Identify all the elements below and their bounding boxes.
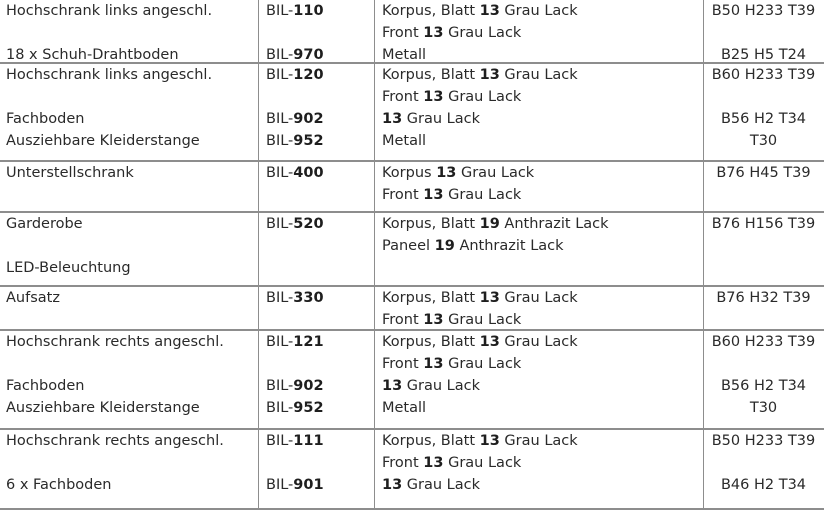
item-code-number: 970	[293, 47, 324, 63]
item-code-prefix: BIL-	[266, 67, 294, 83]
item-code-number: 111	[293, 433, 324, 449]
item-name: Fachboden	[6, 111, 85, 127]
item-material	[382, 474, 480, 496]
material-finish: Anthrazit Lack	[454, 238, 564, 254]
item-code-number: 400	[293, 165, 324, 181]
material-part: Paneel	[382, 238, 435, 254]
material-part: Front	[382, 356, 424, 372]
item-code-number: 110	[293, 3, 324, 19]
material-finish: Grau Lack	[443, 187, 522, 203]
material-finish: Grau Lack	[499, 67, 578, 83]
item-material	[382, 162, 534, 184]
item-material	[382, 430, 578, 452]
material-color-number: 13	[423, 455, 444, 471]
item-code	[266, 474, 324, 496]
material-finish: Grau Lack	[443, 89, 522, 105]
material-finish: Grau Lack	[443, 25, 522, 41]
column-divider	[374, 54, 375, 160]
item-name: Fachboden	[6, 378, 85, 394]
item-name: Hochschrank rechts angeschl.	[6, 433, 224, 449]
table-row	[0, 287, 824, 331]
column-divider	[258, 321, 259, 428]
item-code-number: 901	[293, 477, 324, 493]
material-color-number: 13	[423, 25, 444, 41]
material-color-number: 13	[479, 290, 500, 306]
material-part: Korpus, Blatt	[382, 334, 480, 350]
item-code-prefix: BIL-	[266, 216, 294, 232]
material-finish: Grau Lack	[443, 455, 522, 471]
column-divider	[374, 0, 375, 62]
item-code	[266, 331, 324, 353]
item-dimensions: B60 H233 T39	[711, 334, 816, 350]
item-code	[266, 430, 324, 452]
material-color-number: 19	[434, 238, 455, 254]
item-name: Hochschrank links angeschl.	[6, 3, 213, 19]
material-part: Front	[382, 312, 424, 328]
material-part: Front	[382, 25, 424, 41]
item-code-number: 902	[293, 111, 324, 127]
material-color-number: 13	[479, 433, 500, 449]
material-part: Metall	[382, 133, 427, 149]
material-part: Korpus, Blatt	[382, 216, 480, 232]
item-code	[266, 44, 324, 66]
item-name: Hochschrank links angeschl.	[6, 67, 213, 83]
column-divider	[374, 420, 375, 508]
table-row	[0, 331, 824, 430]
item-code-prefix: BIL-	[266, 165, 294, 181]
material-finish: Anthrazit Lack	[499, 216, 609, 232]
material-color-number: 13	[423, 187, 444, 203]
table-row	[0, 430, 824, 510]
item-code-number: 952	[293, 400, 324, 416]
table-row	[0, 213, 824, 287]
item-code	[266, 108, 324, 130]
item-name: Ausziehbare Kleiderstange	[6, 133, 200, 149]
item-code	[266, 0, 324, 22]
item-name: 6 x Fachboden	[6, 477, 112, 493]
item-name: Garderobe	[6, 216, 83, 232]
item-dimensions: B60 H233 T39	[711, 67, 816, 83]
item-code-prefix: BIL-	[266, 47, 294, 63]
item-dimensions: T30	[749, 133, 778, 149]
item-code-number: 330	[293, 290, 324, 306]
item-dimensions: B50 H233 T39	[711, 433, 816, 449]
item-code-number: 952	[293, 133, 324, 149]
item-code-prefix: BIL-	[266, 378, 294, 394]
item-material	[382, 309, 521, 331]
material-finish: Grau Lack	[499, 3, 578, 19]
column-divider	[258, 420, 259, 508]
table-row	[0, 64, 824, 162]
material-part: Korpus	[382, 165, 437, 181]
item-material	[382, 184, 521, 206]
item-code-prefix: BIL-	[266, 111, 294, 127]
item-code-number: 121	[293, 334, 324, 350]
item-dimensions: B46 H2 T34	[720, 477, 807, 493]
material-color-number: 19	[479, 216, 500, 232]
material-part: Front	[382, 89, 424, 105]
item-dimensions: B56 H2 T34	[720, 111, 807, 127]
column-divider	[258, 54, 259, 160]
item-material	[382, 22, 521, 44]
material-color-number: 13	[479, 334, 500, 350]
item-code-number: 520	[293, 216, 324, 232]
material-color-number: 13	[382, 378, 403, 394]
item-material	[382, 287, 578, 309]
item-material	[382, 0, 578, 22]
item-name: Hochschrank rechts angeschl.	[6, 334, 224, 350]
material-color-number: 13	[423, 89, 444, 105]
material-finish: Grau Lack	[456, 165, 535, 181]
item-code-prefix: BIL-	[266, 133, 294, 149]
material-part: Korpus, Blatt	[382, 433, 480, 449]
item-code-prefix: BIL-	[266, 3, 294, 19]
item-dimensions: T30	[749, 400, 778, 416]
material-part: Front	[382, 187, 424, 203]
material-color-number: 13	[479, 67, 500, 83]
item-code-prefix: BIL-	[266, 400, 294, 416]
material-finish: Grau Lack	[443, 356, 522, 372]
item-code	[266, 397, 324, 419]
item-name: 18 x Schuh-Drahtboden	[6, 47, 179, 63]
item-name: LED-Beleuchtung	[6, 260, 131, 276]
material-color-number: 13	[436, 165, 457, 181]
column-divider	[374, 203, 375, 285]
material-part: Metall	[382, 47, 427, 63]
material-finish: Grau Lack	[499, 334, 578, 350]
item-code	[266, 64, 324, 86]
item-dimensions: B76 H32 T39	[716, 290, 811, 306]
material-color-number: 13	[423, 356, 444, 372]
material-finish: Grau Lack	[499, 290, 578, 306]
item-code	[266, 213, 324, 235]
item-code	[266, 130, 324, 152]
item-dimensions: B50 H233 T39	[711, 3, 816, 19]
material-finish: Grau Lack	[443, 312, 522, 328]
material-part: Korpus, Blatt	[382, 3, 480, 19]
column-divider	[258, 0, 259, 62]
item-material	[382, 331, 578, 353]
item-material	[382, 213, 609, 235]
item-code-number: 120	[293, 67, 324, 83]
item-material	[382, 64, 578, 86]
material-part: Korpus, Blatt	[382, 67, 480, 83]
item-material	[382, 235, 564, 257]
material-color-number: 13	[382, 477, 403, 493]
item-material	[382, 44, 426, 66]
item-dimensions: B25 H5 T24	[720, 47, 807, 63]
material-part: Korpus, Blatt	[382, 290, 480, 306]
item-name: Ausziehbare Kleiderstange	[6, 400, 200, 416]
material-part: Front	[382, 455, 424, 471]
item-material	[382, 108, 480, 130]
item-material	[382, 86, 521, 108]
item-code-prefix: BIL-	[266, 290, 294, 306]
item-name: Aufsatz	[6, 290, 60, 306]
item-material	[382, 353, 521, 375]
column-divider	[374, 321, 375, 428]
column-divider	[258, 203, 259, 285]
material-color-number: 13	[479, 3, 500, 19]
item-code-prefix: BIL-	[266, 334, 294, 350]
item-code-prefix: BIL-	[266, 433, 294, 449]
item-material	[382, 452, 521, 474]
item-material	[382, 130, 426, 152]
material-color-number: 13	[423, 312, 444, 328]
table-row	[0, 0, 824, 64]
item-material	[382, 397, 426, 419]
item-dimensions: B56 H2 T34	[720, 378, 807, 394]
material-color-number: 13	[382, 111, 403, 127]
table-row	[0, 162, 824, 213]
material-finish: Grau Lack	[402, 111, 481, 127]
material-finish: Grau Lack	[499, 433, 578, 449]
item-material	[382, 375, 480, 397]
item-dimensions: B76 H156 T39	[711, 216, 816, 232]
item-code-number: 902	[293, 378, 324, 394]
item-code	[266, 162, 324, 184]
item-code-prefix: BIL-	[266, 477, 294, 493]
material-finish: Grau Lack	[402, 378, 481, 394]
item-name: Unterstellschrank	[6, 165, 134, 181]
material-part: Metall	[382, 400, 427, 416]
item-code	[266, 287, 324, 309]
item-code	[266, 375, 324, 397]
material-finish: Grau Lack	[402, 477, 481, 493]
item-dimensions: B76 H45 T39	[716, 165, 811, 181]
